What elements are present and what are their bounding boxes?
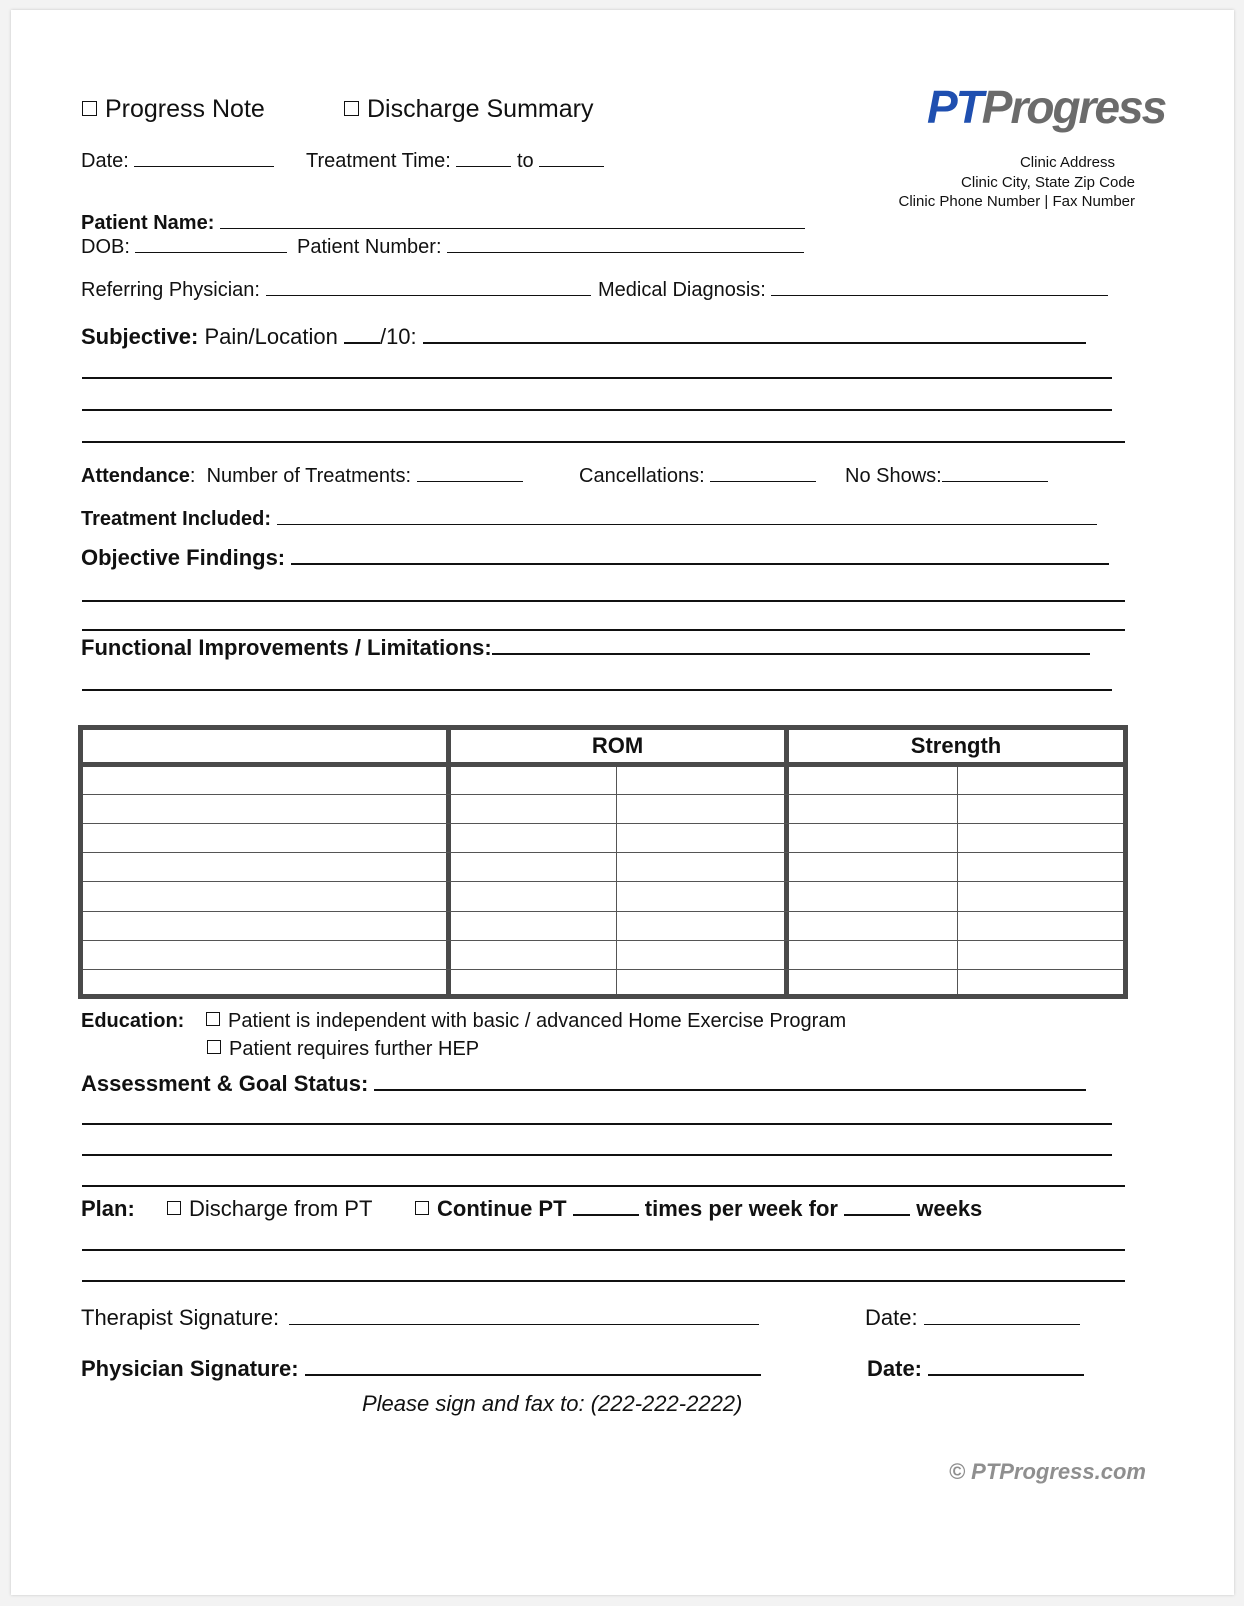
referring-physician-label: Referring Physician: <box>81 279 260 301</box>
physician-signature-line[interactable] <box>305 1373 761 1376</box>
subjective-field[interactable] <box>81 324 1086 350</box>
patient-name-line[interactable] <box>220 227 805 229</box>
dob-field[interactable] <box>81 236 287 259</box>
time-end-line[interactable] <box>539 165 604 167</box>
medical-diagnosis-label: Medical Diagnosis: <box>598 279 766 301</box>
rom-strength-table <box>78 725 1128 999</box>
treatment-included-field[interactable] <box>81 508 1097 531</box>
weeks-label: weeks <box>916 1196 983 1221</box>
plan-discharge-label: Discharge from PT <box>189 1196 373 1221</box>
treatment-time-label: Treatment Time: <box>306 150 451 172</box>
times-line[interactable] <box>573 1213 639 1216</box>
checkbox[interactable] <box>167 1201 181 1215</box>
checkbox[interactable] <box>206 1012 220 1026</box>
attendance-field: Attendance: Number of Treatments: <box>81 465 523 488</box>
plan-continue-label: Continue PT <box>437 1196 567 1221</box>
treatments-label: Number of Treatments: <box>206 465 412 487</box>
objective-findings-field[interactable] <box>81 545 1109 571</box>
objective-findings-label: Objective Findings: <box>81 545 286 570</box>
clinic-info <box>835 153 1135 212</box>
objective-line-1[interactable] <box>291 562 1109 565</box>
referring-physician-field[interactable] <box>81 279 591 302</box>
medical-diagnosis-field[interactable] <box>598 279 1108 302</box>
discharge-summary-option[interactable] <box>344 95 593 124</box>
dob-label: DOB: <box>81 236 130 258</box>
plan-line-1[interactable] <box>82 1249 1125 1251</box>
assessment-line-3[interactable] <box>82 1154 1112 1156</box>
assessment-label: Assessment & Goal Status: <box>81 1071 369 1096</box>
date-field[interactable] <box>81 150 274 173</box>
no-shows-field[interactable] <box>845 465 1048 488</box>
physician-date-label: Date: <box>867 1356 923 1381</box>
subjective-line-2[interactable] <box>82 377 1112 379</box>
rom-header: ROM <box>591 733 644 758</box>
plan-label: Plan: <box>81 1196 135 1221</box>
patient-name-label: Patient Name: <box>81 212 215 234</box>
checkbox[interactable] <box>344 101 359 116</box>
strength-header: Strength <box>910 733 1002 758</box>
therapist-date-label: Date: <box>865 1305 918 1330</box>
plan-line-2[interactable] <box>82 1280 1125 1282</box>
weeks-line[interactable] <box>844 1213 910 1216</box>
row-line <box>83 969 1123 970</box>
rom-sub-divider <box>616 765 617 994</box>
physician-date-field[interactable] <box>867 1356 1084 1382</box>
ptprogress-logo <box>927 80 1165 134</box>
subjective-line-3[interactable] <box>82 409 1112 411</box>
copyright: © PTProgress.com <box>948 1459 1146 1484</box>
therapist-signature-field[interactable] <box>81 1305 759 1331</box>
subjective-line-1[interactable] <box>423 341 1086 344</box>
patient-number-label: Patient Number: <box>297 236 442 258</box>
time-start-line[interactable] <box>456 165 511 167</box>
header-divider <box>83 762 1123 767</box>
checkbox[interactable] <box>82 101 97 116</box>
no-shows-label: No Shows: <box>845 465 942 487</box>
strength-sub-divider <box>957 765 958 994</box>
treatment-time-field[interactable] <box>306 150 604 173</box>
patient-number-field[interactable] <box>297 236 804 259</box>
row-line <box>83 823 1123 824</box>
physician-signature-field[interactable] <box>81 1356 761 1382</box>
cancellations-field[interactable] <box>579 465 816 488</box>
assessment-line-4[interactable] <box>82 1185 1125 1187</box>
attendance-label: Attendance <box>81 465 190 487</box>
fax-note: Please sign and fax to: (222-222-2222) <box>362 1391 743 1416</box>
logo-progress: Progress <box>981 81 1166 133</box>
medical-diagnosis-line[interactable] <box>771 294 1108 296</box>
subjective-label: Subjective: <box>81 324 199 349</box>
no-shows-line[interactable] <box>942 480 1048 482</box>
therapist-date-field[interactable] <box>865 1305 1080 1331</box>
physician-date-line[interactable] <box>928 1373 1084 1376</box>
cancellations-line[interactable] <box>710 480 816 482</box>
cancellations-label: Cancellations: <box>579 465 705 487</box>
row-line <box>83 881 1123 882</box>
row-line <box>83 852 1123 853</box>
treatments-line[interactable] <box>417 480 523 482</box>
row-line <box>83 911 1123 912</box>
plan-discharge-option[interactable] <box>167 1196 372 1222</box>
referring-physician-line[interactable] <box>266 294 591 296</box>
times-per-week-label: times per week for <box>644 1196 838 1221</box>
col-divider <box>784 730 789 994</box>
functional-line-1[interactable] <box>492 652 1090 655</box>
assessment-line-2[interactable] <box>82 1123 1112 1125</box>
treatment-included-line[interactable] <box>277 523 1097 525</box>
row-line <box>83 940 1123 941</box>
education-option1-label: Patient is independent with basic / advanced Home Exercise Program <box>228 1010 847 1032</box>
checkbox[interactable] <box>207 1040 221 1054</box>
objective-line-2[interactable] <box>82 600 1125 602</box>
form-page <box>11 10 1234 1595</box>
therapist-signature-line[interactable] <box>289 1323 759 1325</box>
functional-field[interactable] <box>81 635 1090 661</box>
clinic-address: Clinic Address <box>1019 154 1115 171</box>
clinic-phone: Clinic Phone Number | Fax Number <box>898 193 1135 210</box>
functional-label: Functional Improvements / Limitations: <box>81 635 492 660</box>
plan-field <box>81 1196 135 1222</box>
therapist-date-line[interactable] <box>924 1323 1080 1325</box>
dob-line[interactable] <box>135 251 287 253</box>
discharge-summary-label: Discharge Summary <box>367 95 594 123</box>
objective-line-3[interactable] <box>82 629 1125 631</box>
education-label: Education: <box>81 1010 185 1032</box>
clinic-city: Clinic City, State Zip Code <box>961 173 1135 191</box>
progress-note-label: Progress Note <box>105 95 265 123</box>
therapist-signature-label: Therapist Signature: <box>81 1305 280 1330</box>
assessment-field[interactable] <box>81 1071 1086 1097</box>
pain-scale-label: /10: <box>379 324 417 349</box>
assessment-line-1[interactable] <box>374 1088 1086 1091</box>
row-line <box>83 794 1123 795</box>
education-option-independent[interactable] <box>206 1010 846 1033</box>
subjective-line-4[interactable] <box>82 441 1125 443</box>
col-divider <box>446 730 451 994</box>
pain-location-label: Pain/Location <box>204 324 338 349</box>
logo-pt: PT <box>927 81 982 133</box>
progress-note-option[interactable] <box>82 95 265 124</box>
physician-signature-label: Physician Signature: <box>81 1356 299 1381</box>
plan-continue-option[interactable] <box>415 1196 982 1222</box>
date-line[interactable] <box>134 165 274 167</box>
functional-line-2[interactable] <box>82 689 1112 691</box>
checkbox[interactable] <box>415 1201 429 1215</box>
pain-score-line[interactable] <box>344 341 380 344</box>
date-label: Date: <box>81 150 129 172</box>
patient-name-field[interactable] <box>81 212 805 235</box>
treatment-included-label: Treatment Included: <box>81 508 272 530</box>
patient-number-line[interactable] <box>447 251 804 253</box>
to-label: to <box>516 150 534 172</box>
education-option-further-hep[interactable] <box>207 1038 479 1061</box>
education-option2-label: Patient requires further HEP <box>229 1038 480 1060</box>
